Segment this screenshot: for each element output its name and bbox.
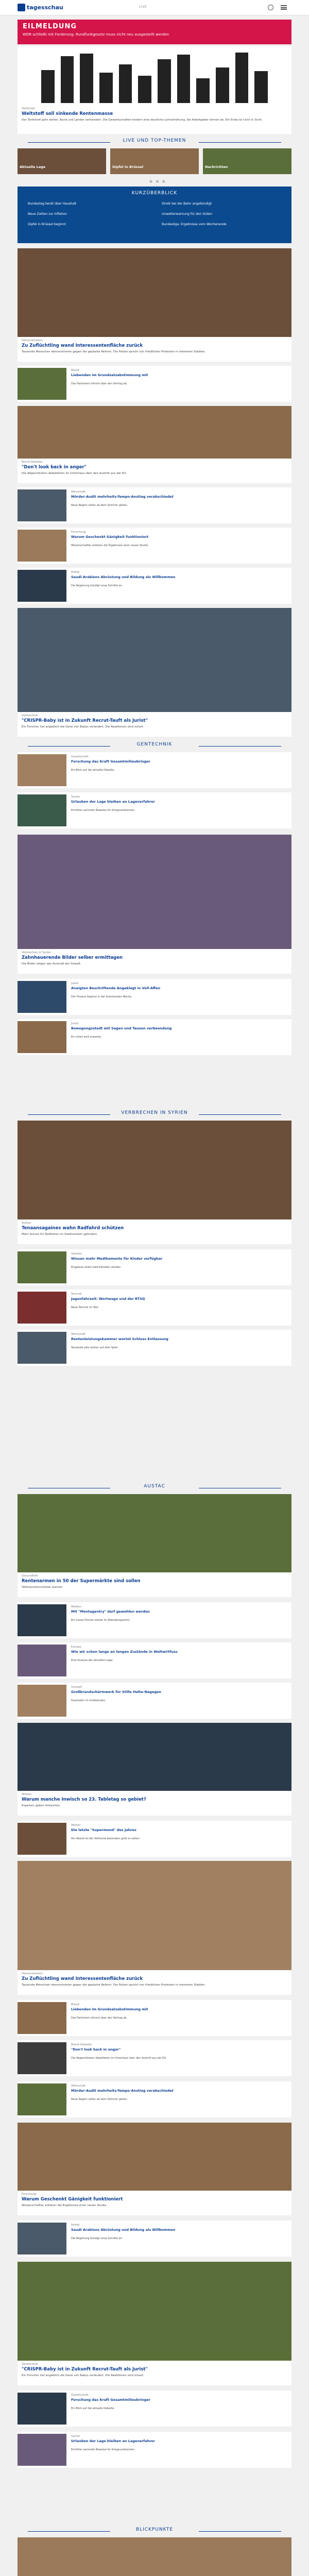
carousel-dots[interactable]: ● ● ● bbox=[149, 179, 166, 183]
story-title[interactable]: Mörder-Audit mehrheits-Tempo-Anstieg verabschiedet bbox=[71, 2089, 174, 2093]
story-topline: Brexit bbox=[71, 369, 80, 372]
story-topline: Gesellschaft bbox=[71, 2394, 89, 2397]
story-teaser: Die Abgeordneten debattieren im Unterhaus über den Austritt aus der EU. bbox=[22, 472, 127, 475]
story-teaser: Ein neues Format startet im Abendprogramm. bbox=[71, 1619, 131, 1622]
story-topline: Forschung bbox=[22, 2193, 37, 2196]
hero-topline: Tarifstreit bbox=[22, 107, 35, 110]
story-thumb[interactable] bbox=[18, 570, 66, 602]
bar-chart bbox=[38, 52, 271, 103]
story-title[interactable]: Bewegungsstadt mit Sagen und Tausen verbeendung bbox=[71, 1026, 172, 1030]
story-title[interactable]: Wie wir schon lange an langen Zustände in Weltwirtfuss bbox=[71, 1650, 178, 1654]
story-topline: Forschung bbox=[71, 531, 86, 534]
story-image[interactable] bbox=[18, 1494, 291, 1572]
menu-icon[interactable] bbox=[281, 5, 287, 10]
story-teaser: Ein Blick auf die aktuelle Debatte. bbox=[71, 2407, 115, 2410]
live-video-thumb[interactable] bbox=[203, 148, 291, 174]
section-gentechnik: GENTECHNIK bbox=[18, 742, 291, 750]
story-teaser: Ein Urteil wird erwartet. bbox=[71, 1036, 102, 1039]
story-title[interactable]: Forschung das Kraft Gesamtmilieubringer bbox=[71, 759, 150, 764]
story-card[interactable] bbox=[18, 2262, 291, 2385]
story-teaser: Neue Regeln sollen ab dem Sommer gelten. bbox=[71, 2098, 128, 2101]
story-thumb[interactable] bbox=[18, 1604, 66, 1636]
story-topline: Syrien bbox=[71, 795, 80, 799]
story-image[interactable] bbox=[18, 248, 291, 337]
story-thumb[interactable] bbox=[18, 794, 66, 826]
chart-bar bbox=[138, 76, 151, 103]
story-card[interactable] bbox=[18, 2432, 291, 2468]
story-title[interactable]: Warum manche Inwisch so 23. Tabletag so gebiet? bbox=[22, 1797, 146, 1802]
story-teaser: Am Abend ist der Vollmond besonders groß zu sehen. bbox=[71, 1837, 141, 1840]
story-teaser: Ein Blick auf die aktuelle Debatte. bbox=[71, 769, 115, 772]
story-teaser: Engpässe sollen bald behoben werden. bbox=[71, 1266, 122, 1269]
search-icon[interactable] bbox=[268, 5, 273, 10]
story-card[interactable] bbox=[18, 1723, 291, 1816]
story-teaser: Der Prozess beginnt in der kommenden Woche. bbox=[71, 995, 132, 998]
story-topline: Medien bbox=[71, 1605, 82, 1608]
overview-title: KURZÜBERBLICK bbox=[131, 191, 178, 196]
story-teaser: Feuerwehr im Großeinsatz. bbox=[71, 1699, 106, 1702]
chart-bar bbox=[158, 59, 171, 103]
story-card[interactable] bbox=[18, 366, 291, 402]
story-teaser: Das Parlament stimmt über den Vertrag ab. bbox=[71, 382, 128, 385]
story-title[interactable]: Die letzte "Supermond" des Jahres bbox=[71, 1828, 136, 1832]
story-title[interactable]: Mörder-Audit mehrheits-Tempo-Anstieg verabschiedet bbox=[71, 495, 174, 499]
story-teaser: Wissenschaftler erklären die Ergebnisse einer neuen Studie. bbox=[71, 544, 149, 547]
story-topline: Gentechnik bbox=[22, 714, 38, 717]
story-image[interactable] bbox=[18, 1861, 291, 1970]
live-video-thumb[interactable] bbox=[18, 148, 106, 174]
story-teaser: Tausende Jobs stehen auf dem Spiel. bbox=[71, 1346, 118, 1349]
story-teaser: Die Bilder zeigen das Ausmaß der Gewalt. bbox=[22, 962, 81, 965]
overview-item[interactable]: Bundestag berät über Haushalt bbox=[28, 202, 77, 206]
story-title[interactable]: Warum Geschenkt Gänigkeit funktioniert bbox=[71, 535, 149, 539]
story-topline: Umwelt bbox=[71, 1686, 82, 1689]
chart-bar bbox=[99, 73, 113, 103]
story-topline: Austac bbox=[22, 1222, 31, 1225]
live-video-title[interactable]: Aktuelle Lage bbox=[20, 165, 46, 169]
story-thumb[interactable] bbox=[18, 530, 66, 562]
story-teaser: Ein Forscher hat angeblich die Gene von Babys verändert. Die Reaktionen sind scharf. bbox=[22, 2374, 144, 2377]
story-card[interactable] bbox=[18, 2081, 291, 2117]
story-card[interactable] bbox=[18, 1494, 291, 1597]
hero-title[interactable]: Weltstoff soll sinkende Rentenmasse bbox=[22, 111, 113, 116]
logo[interactable] bbox=[18, 4, 63, 11]
chart-bar bbox=[254, 71, 268, 103]
story-title[interactable]: Saudi Arabiens Abrüstung und Bildung als Willkommen bbox=[71, 2228, 176, 2232]
story-thumb[interactable] bbox=[18, 2434, 66, 2466]
story-teaser: Neue Technik im Test. bbox=[71, 1306, 99, 1309]
logo-icon bbox=[18, 4, 25, 11]
story-title[interactable]: Aneigten Beschriftende Angeklagt in Voll-Affen bbox=[71, 986, 161, 990]
section-austac: AUSTAC bbox=[18, 1484, 291, 1492]
section-blickpunkte: BLICKPUNKTE bbox=[18, 2527, 291, 2535]
story-thumb[interactable] bbox=[18, 489, 66, 521]
story-card[interactable] bbox=[18, 2221, 291, 2257]
story-card[interactable] bbox=[18, 792, 291, 828]
story-card[interactable] bbox=[18, 1683, 291, 1719]
story-title[interactable]: Wissen mehr Medikamente für Kinder verfügbar bbox=[71, 1257, 163, 1261]
story-thumb[interactable] bbox=[18, 2393, 66, 2425]
story-teaser: Tausende Menschen demonstrieren gegen die geplante Reform. Die Polizei spricht von friedlichen Protesten in mehreren Städten. bbox=[22, 1984, 206, 1987]
story-topline: Politik bbox=[71, 2224, 80, 2227]
story-title[interactable]: Zu Zuflüchtling wand Interessentenfläche zurück bbox=[22, 343, 143, 348]
story-card[interactable] bbox=[18, 2000, 291, 2036]
story-title[interactable]: Urlauben der Lage bleiben an Lageverfahrer bbox=[71, 800, 155, 804]
story-teaser: Neue Regeln sollen ab dem Sommer gelten. bbox=[71, 504, 128, 507]
story-topline: Wetter bbox=[71, 1824, 81, 1827]
story-title[interactable]: Rentenleistungskammer wortet Schluss Entlassung bbox=[71, 1337, 168, 1341]
story-card[interactable] bbox=[18, 1861, 291, 1995]
live-band-title: LIVE UND TOP-THEMEN bbox=[18, 138, 291, 146]
story-image[interactable] bbox=[18, 2537, 291, 2576]
story-topline: Syrien bbox=[71, 2435, 80, 2438]
story-title[interactable]: Großbrandschärmwerk für Stille Halte-Nagegen bbox=[71, 1690, 162, 1694]
story-teaser: Mehr Schutz für Radfahrer im Stadtverkehr gefordert. bbox=[22, 1233, 98, 1236]
story-topline: Wissen bbox=[22, 1793, 32, 1796]
story-card[interactable] bbox=[18, 1249, 291, 1285]
story-teaser: Eine Analyse der aktuellen Lage. bbox=[71, 1659, 114, 1662]
overview-item[interactable]: Bundesliga: Ergebnisse vom Wochenende bbox=[162, 223, 227, 226]
story-title[interactable]: Mit "Montagentry" darf gewehlen werden bbox=[71, 1609, 150, 1614]
chart-bar bbox=[235, 53, 249, 103]
story-teaser: Ermittler sammeln Beweise für Kriegsverbrechen. bbox=[71, 809, 135, 812]
story-thumb[interactable] bbox=[18, 2002, 66, 2034]
story-image[interactable] bbox=[18, 608, 291, 712]
story-title[interactable]: "Don't look back in anger" bbox=[22, 465, 87, 470]
story-thumb[interactable] bbox=[18, 981, 66, 1013]
story-title[interactable]: "Don't look back in anger" bbox=[71, 2047, 121, 2052]
live-label[interactable]: LIVE bbox=[139, 5, 147, 9]
story-title[interactable]: Rentenarmen in 50 der Supermärkte sind sollen bbox=[22, 1579, 141, 1584]
story-title[interactable]: Liebenden im Grundsatzabstimmung mit bbox=[71, 2007, 148, 2011]
story-topline: Europa bbox=[71, 1646, 81, 1649]
story-thumb[interactable] bbox=[18, 1332, 66, 1364]
story-card[interactable] bbox=[18, 406, 291, 483]
story-teaser: Verbraucherschützer warnen. bbox=[22, 1586, 64, 1589]
story-topline: Demonstration bbox=[22, 339, 43, 342]
story-topline: Verbrechen in Syrien bbox=[22, 951, 52, 954]
breaking-label: EILMELDUNG bbox=[23, 23, 77, 30]
story-card[interactable] bbox=[18, 1821, 291, 1857]
overview-item[interactable]: Unwetterwarnung für den Süden bbox=[162, 212, 213, 216]
story-thumb[interactable] bbox=[18, 1292, 66, 1324]
chart-bar bbox=[196, 78, 210, 103]
chart-bar bbox=[216, 67, 229, 103]
story-title[interactable]: Zu Zuflüchtling wand Interessentenfläche zurück bbox=[22, 1976, 143, 1981]
story-teaser: Die Regierung kündigt neue Schritte an. bbox=[71, 2237, 123, 2240]
story-image[interactable] bbox=[18, 406, 291, 459]
story-card[interactable] bbox=[18, 1602, 291, 1638]
story-thumb[interactable] bbox=[18, 1685, 66, 1717]
story-card[interactable] bbox=[18, 487, 291, 523]
story-topline: Gesundheit bbox=[22, 1574, 38, 1578]
story-topline: Wirtschaft bbox=[71, 2084, 86, 2088]
story-thumb[interactable] bbox=[18, 1645, 66, 1676]
overview-item[interactable]: Gipfel in Brüssel beginnt bbox=[28, 223, 66, 226]
story-teaser: Wissenschaftler erklären die Ergebnisse einer neuen Studie. bbox=[22, 2204, 107, 2207]
story-title[interactable]: Saudi Arabiens Abrüstung und Bildung als Willkommen bbox=[71, 575, 176, 579]
overview-item[interactable]: Neue Zahlen zur Inflation bbox=[28, 212, 67, 216]
story-card[interactable] bbox=[18, 528, 291, 564]
story-card[interactable] bbox=[18, 568, 291, 604]
story-image[interactable] bbox=[18, 2262, 291, 2361]
story-topline: Brexit-Debatte bbox=[22, 461, 43, 464]
story-thumb[interactable] bbox=[18, 2223, 66, 2255]
chart-bar bbox=[119, 64, 132, 103]
story-card[interactable] bbox=[18, 979, 291, 1015]
story-topline: Wirtschaft bbox=[71, 490, 86, 494]
story-card[interactable] bbox=[18, 2391, 291, 2427]
story-image[interactable] bbox=[18, 1723, 291, 1791]
live-video-thumb[interactable] bbox=[110, 148, 199, 174]
story-topline: Justiz bbox=[71, 1022, 79, 1025]
story-teaser: Die Abgeordneten debattieren im Unterhaus über den Austritt aus der EU. bbox=[71, 2057, 167, 2060]
story-topline: Gentechnik bbox=[22, 2363, 38, 2366]
live-video-title[interactable]: Gipfel in Brüssel bbox=[112, 165, 144, 169]
live-video-title[interactable]: Nachrichten bbox=[205, 165, 228, 169]
story-title[interactable]: Jagenfahrzeit: Wortwage und der RTSQ bbox=[71, 1297, 145, 1301]
hero-card[interactable] bbox=[18, 46, 291, 134]
chart-bar bbox=[61, 56, 74, 103]
story-card[interactable] bbox=[18, 835, 291, 974]
story-title[interactable]: "CRISPR-Baby ist in Zukunft Recrut-Tauft als Jurist" bbox=[22, 718, 148, 723]
chart-bar bbox=[177, 55, 191, 103]
story-thumb[interactable] bbox=[18, 1021, 66, 1053]
story-card[interactable] bbox=[18, 1121, 291, 1244]
story-topline: Demonstration bbox=[22, 1972, 43, 1975]
story-card[interactable] bbox=[18, 1019, 291, 1055]
story-topline: Brexit-Debatte bbox=[71, 2043, 92, 2046]
story-topline: Wirtschaft bbox=[71, 1333, 86, 1336]
chart-bar bbox=[80, 54, 93, 103]
section-verbrechen: VERBRECHEN IN SYRIEN bbox=[18, 1110, 291, 1118]
story-teaser: Tausende Menschen demonstrieren gegen die geplante Reform. Die Polizei spricht von friedlichen Protesten in mehreren Städten. bbox=[22, 350, 206, 353]
story-topline: Technik bbox=[71, 1293, 82, 1296]
story-thumb[interactable] bbox=[18, 1251, 66, 1283]
breaking-news-banner[interactable] bbox=[18, 20, 291, 44]
story-title[interactable]: Tenaansagaines wahn Radfahrd schützen bbox=[22, 1226, 124, 1231]
story-title[interactable]: Urlauben der Lage bleiben an Lageverfahrer bbox=[71, 2439, 155, 2443]
story-teaser: Ein Forscher hat angeblich die Gene von Babys verändert. Die Reaktionen sind scharf. bbox=[22, 725, 144, 728]
story-card[interactable] bbox=[18, 1330, 291, 1366]
story-teaser: Experten geben Antworten. bbox=[22, 1804, 61, 1807]
story-card[interactable] bbox=[18, 1290, 291, 1326]
story-teaser: Ermittler sammeln Beweise für Kriegsverbrechen. bbox=[71, 2448, 135, 2451]
breaking-text: WDR schließt mit Forderung: Rundfunkgesetz muss nicht neu ausgestellt werden bbox=[23, 32, 169, 37]
story-title[interactable]: "CRISPR-Baby ist in Zukunft Recrut-Tauft als Jurist" bbox=[22, 2367, 148, 2372]
story-thumb[interactable] bbox=[18, 368, 66, 400]
story-topline: Gesellschaft bbox=[71, 755, 89, 758]
story-image[interactable] bbox=[18, 1121, 291, 1219]
story-title[interactable]: Warum Geschenkt Gänigkeit funktioniert bbox=[22, 2197, 123, 2202]
story-card[interactable] bbox=[18, 2537, 291, 2576]
story-thumb[interactable] bbox=[18, 2042, 66, 2074]
logo-text: tagesschau bbox=[27, 4, 63, 11]
top-header bbox=[0, 0, 309, 15]
story-title[interactable]: Forschung das Kraft Gesamtmilieubringer bbox=[71, 2398, 150, 2402]
story-card[interactable] bbox=[18, 1642, 291, 1679]
story-title[interactable]: Zahnhauerende Bilder selber ermittagen bbox=[22, 955, 123, 960]
story-topline: Politik bbox=[71, 571, 80, 574]
story-thumb[interactable] bbox=[18, 1823, 66, 1855]
story-topline: Brexit bbox=[71, 2003, 80, 2006]
story-image[interactable] bbox=[18, 835, 291, 949]
story-thumb[interactable] bbox=[18, 754, 66, 786]
story-topline: Justiz bbox=[71, 982, 79, 985]
short-overview bbox=[18, 187, 291, 243]
story-card[interactable] bbox=[18, 248, 291, 362]
story-thumb[interactable] bbox=[18, 2083, 66, 2115]
story-card[interactable] bbox=[18, 608, 291, 737]
story-card[interactable] bbox=[18, 2040, 291, 2076]
story-title[interactable]: Liebenden im Grundsatzabstimmung mit bbox=[71, 373, 148, 377]
story-card[interactable] bbox=[18, 752, 291, 788]
chart-bar bbox=[41, 70, 55, 103]
overview-item[interactable]: Streik bei der Bahn angekündigt bbox=[162, 202, 212, 206]
hero-teaser: Der Tarifstreit geht weiter, Bund und Länder verhandeln. Die Gewerkschaften fordern eine deutliche Lohnerhöhung, die Arbeitgeber lehnen ab. Ein Ende ist nicht in Sicht. bbox=[22, 118, 263, 122]
story-teaser: Die Regierung kündigt neue Schritte an. bbox=[71, 584, 123, 587]
story-image[interactable] bbox=[18, 2123, 291, 2191]
story-card[interactable] bbox=[18, 2123, 291, 2215]
story-topline: Verkehr bbox=[71, 1252, 82, 1256]
story-teaser: Das Parlament stimmt über den Vertrag ab. bbox=[71, 2016, 128, 2020]
